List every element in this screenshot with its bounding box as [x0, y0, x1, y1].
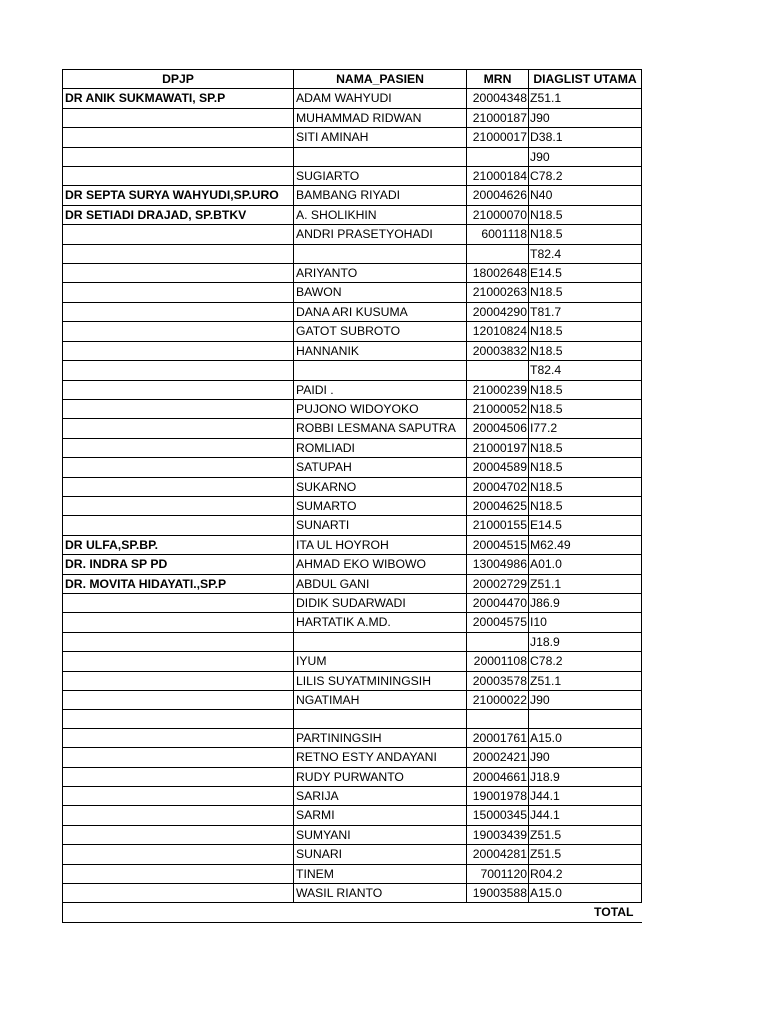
- dpjp-cell[interactable]: [63, 322, 294, 341]
- nama-pasien-cell[interactable]: SITI AMINAH: [294, 128, 467, 147]
- nama-pasien-cell[interactable]: SUNARI: [294, 845, 467, 864]
- dpjp-cell[interactable]: [63, 671, 294, 690]
- table-row: [63, 632, 642, 651]
- nama-pasien-cell[interactable]: [294, 632, 467, 651]
- nama-pasien-cell[interactable]: PUJONO WIDOYOKO: [294, 399, 467, 418]
- dpjp-cell[interactable]: [63, 244, 294, 263]
- mrn-cell[interactable]: 20004589: [467, 458, 529, 477]
- nama-pasien-cell[interactable]: ITA UL HOYROH: [294, 535, 467, 554]
- nama-pasien-cell[interactable]: SUGIARTO: [294, 167, 467, 186]
- dpjp-cell[interactable]: [63, 128, 294, 147]
- nama-pasien-cell[interactable]: HANNANIK: [294, 341, 467, 360]
- diaglist-cell[interactable]: C78.2: [529, 652, 642, 671]
- diaglist-cell[interactable]: N40: [529, 186, 642, 205]
- table-row: [63, 825, 642, 844]
- mrn-cell[interactable]: 20004470: [467, 593, 529, 612]
- diaglist-cell[interactable]: J44.1: [529, 787, 642, 806]
- table-row: [63, 302, 642, 321]
- diaglist-cell[interactable]: M62.49: [529, 535, 642, 554]
- nama-pasien-cell[interactable]: ANDRI PRASETYOHADI: [294, 225, 467, 244]
- table-row: [63, 341, 642, 360]
- dpjp-cell[interactable]: [63, 419, 294, 438]
- mrn-cell[interactable]: 7001120: [467, 864, 529, 883]
- diaglist-cell[interactable]: J90: [529, 147, 642, 166]
- diaglist-cell[interactable]: Z51.5: [529, 845, 642, 864]
- mrn-cell[interactable]: 20002421: [467, 748, 529, 767]
- diaglist-cell[interactable]: N18.5: [529, 496, 642, 515]
- nama-pasien-cell[interactable]: ROBBI LESMANA SAPUTRA: [294, 419, 467, 438]
- nama-pasien-cell[interactable]: BAMBANG RIYADI: [294, 186, 467, 205]
- nama-pasien-cell[interactable]: DIDIK SUDARWADI: [294, 593, 467, 612]
- table-row: [63, 380, 642, 399]
- mrn-cell[interactable]: 20004281: [467, 845, 529, 864]
- table-row: [63, 806, 642, 825]
- table-row: [63, 322, 642, 341]
- table-row: [63, 399, 642, 418]
- diaglist-cell[interactable]: Z51.1: [529, 89, 642, 108]
- mrn-cell[interactable]: 20003832: [467, 341, 529, 360]
- diaglist-cell[interactable]: N18.5: [529, 438, 642, 457]
- patient-sheet: [62, 69, 642, 923]
- table-row: [63, 845, 642, 864]
- dpjp-cell[interactable]: DR SETIADI DRAJAD, SP.BTKV: [63, 205, 294, 224]
- diaglist-cell[interactable]: I10: [529, 613, 642, 632]
- header-nama-pasien[interactable]: NAMA_PASIEN: [294, 70, 467, 89]
- table-row: [63, 574, 642, 593]
- nama-pasien-cell[interactable]: SARIJA: [294, 787, 467, 806]
- patient-table: [62, 69, 642, 923]
- table-row: [63, 147, 642, 166]
- diaglist-cell[interactable]: N18.5: [529, 283, 642, 302]
- dpjp-cell[interactable]: [63, 361, 294, 380]
- table-row: [63, 128, 642, 147]
- nama-pasien-cell[interactable]: RUDY PURWANTO: [294, 767, 467, 786]
- dpjp-cell[interactable]: [63, 341, 294, 360]
- table-row: [63, 167, 642, 186]
- mrn-cell[interactable]: 20002729: [467, 574, 529, 593]
- dpjp-cell[interactable]: [63, 399, 294, 418]
- table-row: [63, 419, 642, 438]
- nama-pasien-cell[interactable]: SUMYANI: [294, 825, 467, 844]
- diaglist-cell[interactable]: I77.2: [529, 419, 642, 438]
- diaglist-cell[interactable]: N18.5: [529, 458, 642, 477]
- dpjp-cell[interactable]: [63, 728, 294, 747]
- dpjp-cell[interactable]: [63, 767, 294, 786]
- table-row: [63, 748, 642, 767]
- table-row: [63, 264, 642, 283]
- table-row: [63, 516, 642, 535]
- dpjp-cell[interactable]: [63, 652, 294, 671]
- table-row: [63, 535, 642, 554]
- dpjp-cell[interactable]: [63, 477, 294, 496]
- mrn-cell[interactable]: 21000052: [467, 399, 529, 418]
- dpjp-cell[interactable]: DR. INDRA SP PD: [63, 555, 294, 574]
- header-dpjp[interactable]: DPJP: [63, 70, 294, 89]
- mrn-cell[interactable]: 21000022: [467, 691, 529, 710]
- table-row: [63, 458, 642, 477]
- nama-pasien-cell[interactable]: [294, 710, 467, 728]
- table-row: [63, 361, 642, 380]
- dpjp-cell[interactable]: [63, 825, 294, 844]
- nama-pasien-cell[interactable]: BAWON: [294, 283, 467, 302]
- mrn-cell[interactable]: 21000184: [467, 167, 529, 186]
- mrn-cell[interactable]: 21000017: [467, 128, 529, 147]
- nama-pasien-cell[interactable]: WASIL RIANTO: [294, 884, 467, 903]
- dpjp-cell[interactable]: [63, 806, 294, 825]
- nama-pasien-cell[interactable]: IYUM: [294, 652, 467, 671]
- table-row: [63, 767, 642, 786]
- diaglist-cell[interactable]: N18.5: [529, 205, 642, 224]
- diaglist-cell[interactable]: E14.5: [529, 264, 642, 283]
- mrn-cell[interactable]: 18002648: [467, 264, 529, 283]
- mrn-cell[interactable]: 20004702: [467, 477, 529, 496]
- mrn-cell[interactable]: 19003588: [467, 884, 529, 903]
- diaglist-cell[interactable]: J90: [529, 691, 642, 710]
- nama-pasien-cell[interactable]: A. SHOLIKHIN: [294, 205, 467, 224]
- diaglist-cell[interactable]: N18.5: [529, 322, 642, 341]
- mrn-cell[interactable]: 21000263: [467, 283, 529, 302]
- dpjp-cell[interactable]: [63, 691, 294, 710]
- diaglist-cell[interactable]: E14.5: [529, 516, 642, 535]
- nama-pasien-cell[interactable]: GATOT SUBROTO: [294, 322, 467, 341]
- dpjp-cell[interactable]: DR ANIK SUKMAWATI, SP.P: [63, 89, 294, 108]
- diaglist-cell[interactable]: R04.2: [529, 864, 642, 883]
- total-label[interactable]: TOTAL: [63, 903, 642, 922]
- table-row: [63, 728, 642, 747]
- diaglist-cell[interactable]: N18.5: [529, 477, 642, 496]
- dpjp-cell[interactable]: [63, 264, 294, 283]
- diaglist-cell[interactable]: [529, 710, 642, 728]
- dpjp-cell[interactable]: [63, 516, 294, 535]
- dpjp-cell[interactable]: [63, 710, 294, 728]
- mrn-cell[interactable]: 21000197: [467, 438, 529, 457]
- diaglist-cell[interactable]: J18.9: [529, 632, 642, 651]
- nama-pasien-cell[interactable]: ABDUL GANI: [294, 574, 467, 593]
- table-row: [63, 205, 642, 224]
- dpjp-cell[interactable]: [63, 458, 294, 477]
- mrn-cell[interactable]: 20004515: [467, 535, 529, 554]
- table-row: [63, 555, 642, 574]
- header-mrn[interactable]: MRN: [467, 70, 529, 89]
- table-row: [63, 787, 642, 806]
- diaglist-cell[interactable]: N18.5: [529, 399, 642, 418]
- mrn-cell[interactable]: 20004626: [467, 186, 529, 205]
- table-row: [63, 884, 642, 903]
- mrn-cell[interactable]: [467, 361, 529, 380]
- dpjp-cell[interactable]: [63, 632, 294, 651]
- nama-pasien-cell[interactable]: TINEM: [294, 864, 467, 883]
- nama-pasien-cell[interactable]: RETNO ESTY ANDAYANI: [294, 748, 467, 767]
- dpjp-cell[interactable]: [63, 593, 294, 612]
- dpjp-cell[interactable]: DR ULFA,SP.BP.: [63, 535, 294, 554]
- nama-pasien-cell[interactable]: SATUPAH: [294, 458, 467, 477]
- mrn-cell[interactable]: 13004986: [467, 555, 529, 574]
- table-row: [63, 108, 642, 127]
- table-row: [63, 225, 642, 244]
- dpjp-cell[interactable]: [63, 613, 294, 632]
- diaglist-cell[interactable]: J90: [529, 108, 642, 127]
- nama-pasien-cell[interactable]: ROMLIADI: [294, 438, 467, 457]
- nama-pasien-cell[interactable]: NGATIMAH: [294, 691, 467, 710]
- total-row: [63, 903, 642, 922]
- header-row: [63, 70, 642, 89]
- mrn-cell[interactable]: 21000239: [467, 380, 529, 399]
- nama-pasien-cell[interactable]: PAIDI .: [294, 380, 467, 399]
- diaglist-cell[interactable]: N18.5: [529, 380, 642, 399]
- diaglist-cell[interactable]: J44.1: [529, 806, 642, 825]
- nama-pasien-cell[interactable]: ADAM WAHYUDI: [294, 89, 467, 108]
- nama-pasien-cell[interactable]: PARTININGSIH: [294, 728, 467, 747]
- table-row: [63, 710, 642, 728]
- diaglist-cell[interactable]: J18.9: [529, 767, 642, 786]
- nama-pasien-cell[interactable]: LILIS SUYATMININGSIH: [294, 671, 467, 690]
- dpjp-cell[interactable]: [63, 167, 294, 186]
- mrn-cell[interactable]: 21000070: [467, 205, 529, 224]
- mrn-cell[interactable]: 15000345: [467, 806, 529, 825]
- dpjp-cell[interactable]: DR. MOVITA HIDAYATI.,SP.P: [63, 574, 294, 593]
- mrn-cell[interactable]: 20001761: [467, 728, 529, 747]
- nama-pasien-cell[interactable]: AHMAD EKO WIBOWO: [294, 555, 467, 574]
- header-diaglist-utama[interactable]: DIAGLIST UTAMA: [529, 70, 642, 89]
- diaglist-cell[interactable]: N18.5: [529, 341, 642, 360]
- nama-pasien-cell[interactable]: SUNARTI: [294, 516, 467, 535]
- dpjp-cell[interactable]: [63, 864, 294, 883]
- mrn-cell[interactable]: 20003578: [467, 671, 529, 690]
- table-row: [63, 652, 642, 671]
- mrn-cell[interactable]: 20001108: [467, 652, 529, 671]
- diaglist-cell[interactable]: Z51.1: [529, 671, 642, 690]
- table-row: [63, 438, 642, 457]
- dpjp-cell[interactable]: DR SEPTA SURYA WAHYUDI,SP.URO: [63, 186, 294, 205]
- nama-pasien-cell[interactable]: SUKARNO: [294, 477, 467, 496]
- table-row: [63, 89, 642, 108]
- table-row: [63, 186, 642, 205]
- dpjp-cell[interactable]: [63, 108, 294, 127]
- dpjp-cell[interactable]: [63, 787, 294, 806]
- table-row: [63, 283, 642, 302]
- diaglist-cell[interactable]: J86.9: [529, 593, 642, 612]
- mrn-cell[interactable]: 20004625: [467, 496, 529, 515]
- mrn-cell[interactable]: 19001978: [467, 787, 529, 806]
- mrn-cell[interactable]: [467, 710, 529, 728]
- mrn-cell[interactable]: 20004290: [467, 302, 529, 321]
- mrn-cell[interactable]: [467, 632, 529, 651]
- nama-pasien-cell[interactable]: [294, 147, 467, 166]
- diaglist-cell[interactable]: A15.0: [529, 884, 642, 903]
- mrn-cell[interactable]: 21000155: [467, 516, 529, 535]
- diaglist-cell[interactable]: T82.4: [529, 361, 642, 380]
- mrn-cell[interactable]: 20004348: [467, 89, 529, 108]
- diaglist-cell[interactable]: A15.0: [529, 728, 642, 747]
- mrn-cell[interactable]: [467, 244, 529, 263]
- dpjp-cell[interactable]: [63, 884, 294, 903]
- table-row: [63, 496, 642, 515]
- nama-pasien-cell[interactable]: DANA ARI KUSUMA: [294, 302, 467, 321]
- table-row: [63, 691, 642, 710]
- dpjp-cell[interactable]: [63, 302, 294, 321]
- table-row: [63, 477, 642, 496]
- mrn-cell[interactable]: 6001118: [467, 225, 529, 244]
- diaglist-cell[interactable]: C78.2: [529, 167, 642, 186]
- table-body: [63, 89, 642, 903]
- table-row: [63, 864, 642, 883]
- mrn-cell[interactable]: 20004661: [467, 767, 529, 786]
- mrn-cell[interactable]: 19003439: [467, 825, 529, 844]
- diaglist-cell[interactable]: Z51.1: [529, 574, 642, 593]
- mrn-cell[interactable]: 20004575: [467, 613, 529, 632]
- dpjp-cell[interactable]: [63, 748, 294, 767]
- dpjp-cell[interactable]: [63, 438, 294, 457]
- dpjp-cell[interactable]: [63, 283, 294, 302]
- diaglist-cell[interactable]: J90: [529, 748, 642, 767]
- mrn-cell[interactable]: [467, 147, 529, 166]
- dpjp-cell[interactable]: [63, 845, 294, 864]
- table-row: [63, 613, 642, 632]
- diaglist-cell[interactable]: D38.1: [529, 128, 642, 147]
- nama-pasien-cell[interactable]: [294, 244, 467, 263]
- mrn-cell[interactable]: 12010824: [467, 322, 529, 341]
- nama-pasien-cell[interactable]: HARTATIK A.MD.: [294, 613, 467, 632]
- diaglist-cell[interactable]: T82.4: [529, 244, 642, 263]
- nama-pasien-cell[interactable]: MUHAMMAD RIDWAN: [294, 108, 467, 127]
- nama-pasien-cell[interactable]: SARMI: [294, 806, 467, 825]
- dpjp-cell[interactable]: [63, 147, 294, 166]
- diaglist-cell[interactable]: N18.5: [529, 225, 642, 244]
- diaglist-cell[interactable]: A01.0: [529, 555, 642, 574]
- dpjp-cell[interactable]: [63, 380, 294, 399]
- mrn-cell[interactable]: 21000187: [467, 108, 529, 127]
- nama-pasien-cell[interactable]: SUMARTO: [294, 496, 467, 515]
- diaglist-cell[interactable]: T81.7: [529, 302, 642, 321]
- table-row: [63, 671, 642, 690]
- nama-pasien-cell[interactable]: ARIYANTO: [294, 264, 467, 283]
- nama-pasien-cell[interactable]: [294, 361, 467, 380]
- dpjp-cell[interactable]: [63, 496, 294, 515]
- table-row: [63, 593, 642, 612]
- mrn-cell[interactable]: 20004506: [467, 419, 529, 438]
- dpjp-cell[interactable]: [63, 225, 294, 244]
- diaglist-cell[interactable]: Z51.5: [529, 825, 642, 844]
- table-row: [63, 244, 642, 263]
